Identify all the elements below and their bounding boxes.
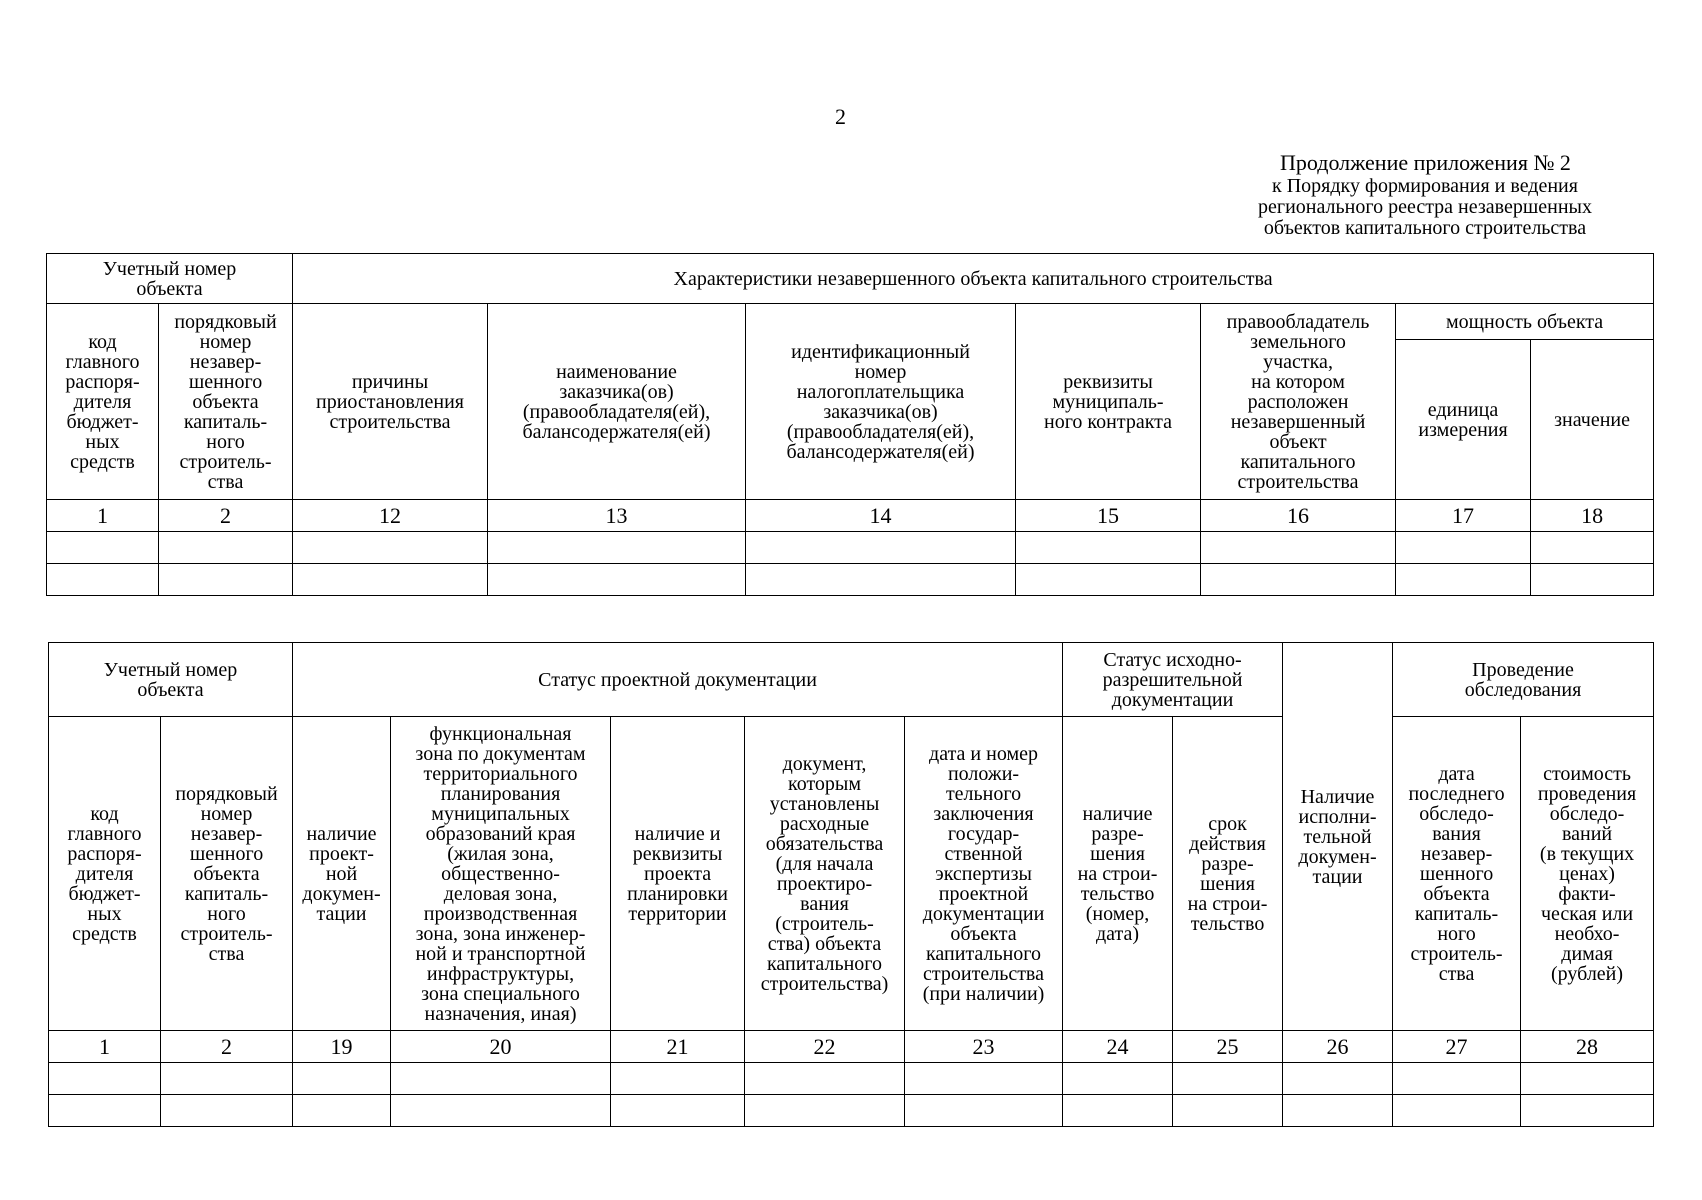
column-number: 13: [488, 500, 746, 532]
empty-cell[interactable]: [905, 1063, 1063, 1095]
column-number: 26: [1283, 1031, 1393, 1063]
empty-cell[interactable]: [1393, 1063, 1521, 1095]
empty-cell[interactable]: [159, 564, 293, 596]
group-header-inspection: Проведение обследования: [1393, 643, 1654, 717]
header-unit-of-measure: единица измерения: [1396, 340, 1531, 500]
empty-cell[interactable]: [391, 1063, 611, 1095]
header-value: значение: [1531, 340, 1654, 500]
empty-cell[interactable]: [1016, 564, 1201, 596]
header-contract-details: реквизиты муниципаль- ного контракта: [1016, 304, 1201, 500]
empty-cell[interactable]: [1393, 1095, 1521, 1127]
header-budget-manager-code: код главного распоря- дителя бюджет- ных средств: [49, 717, 161, 1031]
empty-cell[interactable]: [1521, 1063, 1654, 1095]
group-header-capacity: мощность объекта: [1396, 304, 1654, 340]
empty-cell[interactable]: [1016, 532, 1201, 564]
header-land-owner: правообладатель земельного участка, на котором расположен незавершенный объект капитального строительства: [1201, 304, 1396, 500]
page-number: 2: [835, 104, 846, 129]
column-number: 23: [905, 1031, 1063, 1063]
empty-cell[interactable]: [161, 1063, 293, 1095]
empty-cell[interactable]: [1201, 564, 1396, 596]
header-project-documentation-availability: наличие проект- ной докумен- тации: [293, 717, 391, 1031]
column-number: 27: [1393, 1031, 1521, 1063]
documentation-status-table: [48, 642, 1654, 1127]
column-number-row: [47, 500, 1654, 532]
header-serial-number: порядковый номер незавер- шенного объекта капиталь- ного строитель- ства: [161, 717, 293, 1031]
empty-cell[interactable]: [1173, 1095, 1283, 1127]
empty-cell[interactable]: [1396, 532, 1531, 564]
column-number: 21: [611, 1031, 745, 1063]
column-number: 20: [391, 1031, 611, 1063]
header-suspension-reasons: причины приостановления строительства: [293, 304, 488, 500]
empty-data-row: [47, 564, 1654, 596]
empty-cell[interactable]: [611, 1063, 745, 1095]
header-expertise-conclusion: дата и номер положи- тельного заключения государ- ственной экспертизы проектной документации объекта капитального строительства (при наличии): [905, 717, 1063, 1031]
empty-cell[interactable]: [1283, 1095, 1393, 1127]
empty-cell[interactable]: [1521, 1095, 1654, 1127]
column-number: 17: [1396, 500, 1531, 532]
group-header-project-documentation-status: Статус проектной документации: [293, 643, 1063, 717]
column-number: 28: [1521, 1031, 1654, 1063]
header-building-permit: наличие разре- шения на строи- тельство (номер, дата): [1063, 717, 1173, 1031]
empty-cell[interactable]: [1283, 1063, 1393, 1095]
group-header-permit-documentation-status: Статус исходно- разрешительной документации: [1063, 643, 1283, 717]
empty-cell[interactable]: [1173, 1063, 1283, 1095]
empty-cell[interactable]: [488, 564, 746, 596]
empty-cell[interactable]: [1201, 532, 1396, 564]
appendix-description: к Порядку формирования и ведения регионального реестра незавершенных объектов капитального строительства: [1258, 175, 1592, 239]
characteristics-table: [46, 253, 1654, 596]
empty-cell[interactable]: [745, 1095, 905, 1127]
empty-cell[interactable]: [1396, 564, 1531, 596]
group-header-account-number: Учетный номер объекта: [47, 254, 293, 304]
header-expenditure-document: документ, которым установлены расходные обязательства (для начала проектиро- вания (строитель- ства) объекта капитального строительства): [745, 717, 905, 1031]
header-as-built-documentation: Наличие исполни- тельной докумен- тации: [1283, 643, 1393, 1031]
empty-data-row: [47, 532, 1654, 564]
header-functional-zone: функциональная зона по документам территориального планирования муниципальных образований края (жилая зона, общественно- деловая зона, производственная зона, зона инженер- ной и транспортной инфраструктуры, зона специального назначения, иная): [391, 717, 611, 1031]
column-number: 14: [746, 500, 1016, 532]
header-last-inspection-date: дата последнего обследо- вания незавер- шенного объекта капиталь- ного строитель- ства: [1393, 717, 1521, 1031]
column-number: 24: [1063, 1031, 1173, 1063]
empty-cell[interactable]: [391, 1095, 611, 1127]
empty-data-row: [49, 1063, 1654, 1095]
empty-cell[interactable]: [49, 1063, 161, 1095]
empty-cell[interactable]: [161, 1095, 293, 1127]
empty-cell[interactable]: [293, 564, 488, 596]
empty-cell[interactable]: [611, 1095, 745, 1127]
empty-cell[interactable]: [159, 532, 293, 564]
column-number: 2: [161, 1031, 293, 1063]
empty-cell[interactable]: [293, 1095, 391, 1127]
empty-cell[interactable]: [488, 532, 746, 564]
column-number: 1: [49, 1031, 161, 1063]
group-header-characteristics: Характеристики незавершенного объекта капитального строительства: [293, 254, 1654, 304]
column-number-row: [49, 1031, 1654, 1063]
empty-cell[interactable]: [1063, 1095, 1173, 1127]
column-number: 15: [1016, 500, 1201, 532]
column-number: 16: [1201, 500, 1396, 532]
empty-cell[interactable]: [746, 532, 1016, 564]
column-number: 22: [745, 1031, 905, 1063]
empty-cell[interactable]: [1531, 564, 1654, 596]
header-taxpayer-id: идентификационный номер налогоплательщика заказчика(ов) (правообладателя(ей), балансодержателя(ей): [746, 304, 1016, 500]
header-serial-number: порядковый номер незавер- шенного объекта капиталь- ного строитель- ства: [159, 304, 293, 500]
empty-cell[interactable]: [1531, 532, 1654, 564]
header-planning-project: наличие и реквизиты проекта планировки территории: [611, 717, 745, 1031]
header-inspection-cost: стоимость проведения обследо- ваний (в текущих ценах) факти- ческая или необхо- димая (рублей): [1521, 717, 1654, 1031]
empty-cell[interactable]: [293, 532, 488, 564]
column-number: 19: [293, 1031, 391, 1063]
column-number: 18: [1531, 500, 1654, 532]
empty-cell[interactable]: [1063, 1063, 1173, 1095]
group-header-account-number: Учетный номер объекта: [49, 643, 293, 717]
header-customer-name: наименование заказчика(ов) (правообладателя(ей), балансодержателя(ей): [488, 304, 746, 500]
column-number: 12: [293, 500, 488, 532]
empty-cell[interactable]: [905, 1095, 1063, 1127]
empty-cell[interactable]: [47, 564, 159, 596]
appendix-title: Продолжение приложения № 2: [1280, 150, 1571, 175]
column-number: 1: [47, 500, 159, 532]
empty-cell[interactable]: [746, 564, 1016, 596]
column-number: 25: [1173, 1031, 1283, 1063]
header-permit-validity: срок действия разре- шения на строи- тельство: [1173, 717, 1283, 1031]
column-number: 2: [159, 500, 293, 532]
empty-cell[interactable]: [47, 532, 159, 564]
header-budget-manager-code: код главного распоря- дителя бюджет- ных средств: [47, 304, 159, 500]
empty-cell[interactable]: [745, 1063, 905, 1095]
empty-cell[interactable]: [49, 1095, 161, 1127]
empty-data-row: [49, 1095, 1654, 1127]
empty-cell[interactable]: [293, 1063, 391, 1095]
